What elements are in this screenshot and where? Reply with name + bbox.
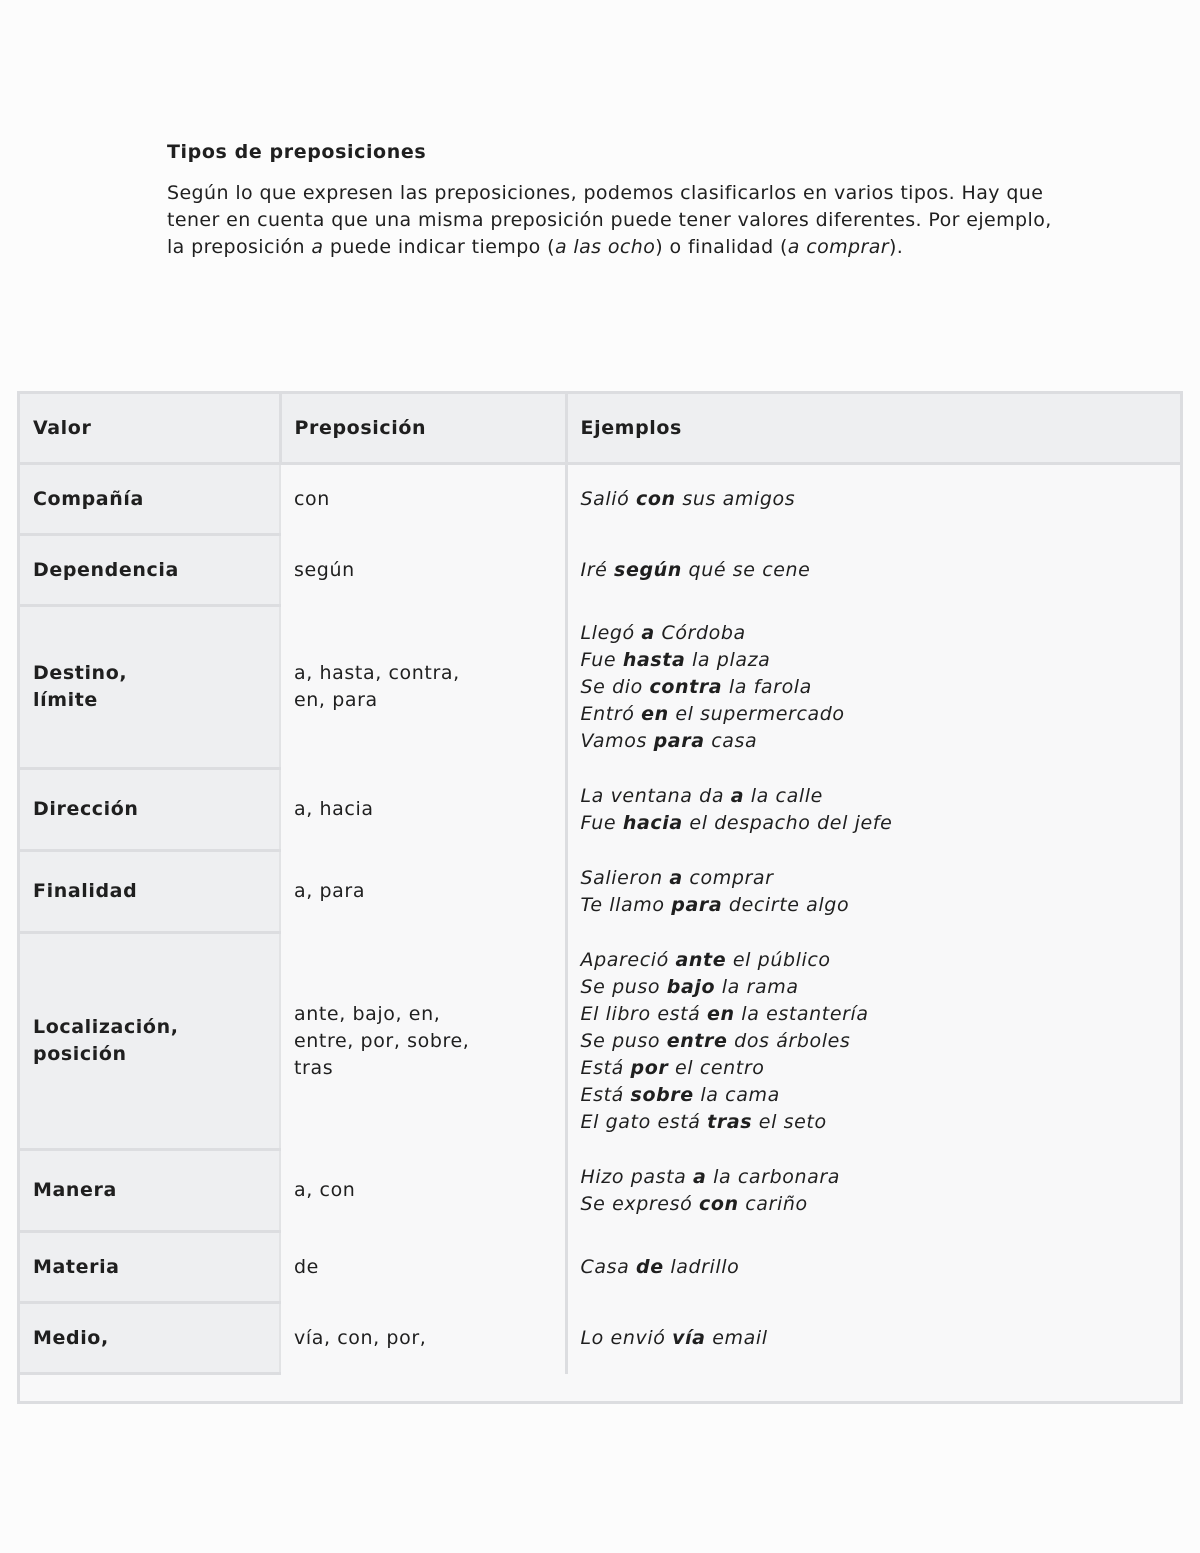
preposicion-line: entre, por, sobre, [294, 1029, 470, 1052]
example-text-before: Hizo pasta [580, 1165, 694, 1188]
preposicion-line: a, con [294, 1179, 356, 1201]
example-preposition: sobre [630, 1083, 694, 1106]
prepositions-table [20, 394, 1180, 1375]
header-valor: Valor [20, 394, 280, 464]
example-preposition: por [630, 1056, 669, 1079]
intro-text-1: Según lo que expresen las preposiciones, podemos clasificarlos en varios tipos. Hay que tener en cuenta que una misma preposición puede tener valores diferentes. Por ejemplo, la preposición [167, 182, 1052, 258]
example-sentence [581, 1028, 1169, 1055]
cell-preposicion [280, 1150, 566, 1232]
cell-preposicion [280, 933, 566, 1150]
example-preposition: hasta [622, 648, 686, 671]
cell-preposicion [280, 535, 566, 606]
example-text-before: Iré [580, 558, 615, 581]
cell-ejemplos [566, 933, 1180, 1150]
cell-valor [20, 535, 280, 606]
cell-valor [20, 1150, 280, 1232]
example-text-after: la calle [744, 784, 823, 807]
valor-line: límite [33, 689, 98, 711]
example-text-before: Salieron [580, 866, 670, 889]
example-sentence [581, 674, 1169, 701]
example-preposition: hacia [622, 811, 683, 834]
example-text-before: Entró [580, 702, 642, 725]
cell-ejemplos [566, 535, 1180, 606]
header-row [20, 394, 1180, 464]
cell-valor [20, 933, 280, 1150]
example-text-before: Llegó [580, 621, 642, 644]
example-sentence [581, 1109, 1169, 1136]
cell-valor [20, 464, 280, 535]
example-text-before: Fue [580, 811, 623, 834]
example-text-before: Lo envió [580, 1326, 673, 1349]
cell-ejemplos [566, 464, 1180, 535]
cell-ejemplos [566, 769, 1180, 851]
example-text-before: Te llamo [580, 893, 672, 916]
cell-preposicion [280, 769, 566, 851]
intro-paragraph [167, 180, 1067, 261]
cell-ejemplos [566, 1232, 1180, 1303]
preposicion-line: vía, con, por, [294, 1326, 427, 1349]
example-sentence [581, 1055, 1169, 1082]
preposicion-line: tras [294, 1056, 334, 1079]
cell-preposicion [280, 464, 566, 535]
header-ejemplos: Ejemplos [566, 394, 1180, 464]
example-text-after: comprar [682, 866, 774, 889]
example-sentence [581, 974, 1169, 1001]
valor-line: posición [33, 1043, 127, 1065]
example-preposition: bajo [666, 975, 716, 998]
example-preposition: a [693, 1165, 707, 1188]
intro-text-2: puede indicar tiempo ( [323, 236, 555, 258]
example-text-before: El gato está [580, 1110, 708, 1133]
example-text-before: Se puso [580, 1029, 667, 1052]
header-preposicion: Preposición [280, 394, 566, 464]
example-text-before: Se expresó [580, 1192, 699, 1215]
cell-preposicion [280, 1232, 566, 1303]
example-text-after: dos árboles [727, 1029, 851, 1052]
intro-text-3: ) o finalidad ( [655, 236, 788, 258]
preposicion-line: en, para [294, 689, 378, 711]
valor-line: Materia [33, 1255, 120, 1278]
example-sentence [581, 810, 1169, 837]
example-text-after: el centro [668, 1056, 765, 1079]
valor-line: Finalidad [33, 880, 138, 902]
table-row [20, 1150, 1180, 1232]
example-text-after: qué se cene [681, 558, 811, 581]
example-text-before: La ventana da [580, 784, 731, 807]
example-sentence [581, 783, 1169, 810]
example-preposition: con [698, 1192, 739, 1215]
example-sentence [581, 620, 1169, 647]
preposicion-line: con [294, 488, 330, 511]
table-row [20, 1232, 1180, 1303]
example-text-after: Córdoba [654, 621, 746, 644]
example-text-after: decirte algo [722, 893, 850, 916]
intro-section [167, 140, 1067, 261]
example-text-before: Salió [580, 488, 637, 511]
table-row [20, 1303, 1180, 1374]
valor-line: Dependencia [33, 558, 179, 581]
example-sentence [581, 1164, 1169, 1191]
example-text-after: la estantería [734, 1002, 869, 1025]
valor-line: Compañía [33, 487, 144, 510]
example-sentence [581, 1001, 1169, 1028]
example-text-after: el seto [752, 1110, 827, 1133]
example-text-before: Vamos [580, 729, 654, 752]
preposicion-line: según [294, 558, 355, 581]
table-body [20, 464, 1180, 1374]
example-preposition: para [653, 729, 705, 752]
cell-valor [20, 769, 280, 851]
preposicion-line: a, para [294, 880, 366, 902]
cell-preposicion [280, 1303, 566, 1374]
example-text-before: Fue [580, 648, 623, 671]
example-text-after: la carbonara [706, 1165, 840, 1188]
preposicion-line: a, hasta, contra, [294, 662, 460, 684]
example-preposition: ante [675, 948, 727, 971]
example-sentence [581, 486, 1169, 513]
example-text-after: casa [704, 729, 758, 752]
example-preposition: con [636, 488, 676, 511]
cell-ejemplos [566, 606, 1180, 769]
cell-valor [20, 1232, 280, 1303]
preposicion-line: a, hacia [294, 798, 374, 820]
cell-valor [20, 1303, 280, 1374]
example-sentence [581, 557, 1169, 584]
example-sentence [581, 1191, 1169, 1218]
cell-preposicion [280, 851, 566, 933]
table-row [20, 464, 1180, 535]
intro-example-preposition: a [311, 236, 324, 258]
example-sentence [581, 1325, 1169, 1352]
valor-line: Destino, [33, 662, 128, 684]
preposicion-line: ante, bajo, en, [294, 1002, 441, 1025]
intro-example-time: a las ocho [554, 236, 656, 258]
example-text-after: la plaza [685, 648, 771, 671]
example-text-before: Se dio [580, 675, 650, 698]
valor-line: Medio, [33, 1326, 109, 1349]
valor-line: Manera [33, 1179, 117, 1201]
cell-ejemplos [566, 1150, 1180, 1232]
example-sentence [581, 947, 1169, 974]
example-preposition: en [707, 1002, 735, 1025]
prepositions-table-container [17, 391, 1183, 1404]
example-text-before: El libro está [580, 1002, 708, 1025]
example-preposition: vía [672, 1326, 706, 1349]
cell-valor [20, 606, 280, 769]
table-row [20, 851, 1180, 933]
valor-line: Dirección [33, 798, 139, 820]
table-row [20, 606, 1180, 769]
cell-valor [20, 851, 280, 933]
example-sentence [581, 892, 1169, 919]
cell-ejemplos [566, 1303, 1180, 1374]
example-preposition: de [636, 1255, 664, 1278]
example-preposition: contra [649, 675, 723, 698]
intro-text-4: ). [888, 236, 904, 258]
example-text-after: email [705, 1326, 768, 1349]
table-row [20, 769, 1180, 851]
example-sentence [581, 728, 1169, 755]
example-sentence [581, 1082, 1169, 1109]
example-preposition: para [671, 893, 723, 916]
cell-ejemplos [566, 851, 1180, 933]
table-header [20, 394, 1180, 464]
example-text-after: el despacho del jefe [682, 811, 893, 834]
example-sentence [581, 1254, 1169, 1281]
example-text-after: cariño [738, 1192, 808, 1215]
example-text-before: Está [580, 1056, 631, 1079]
example-text-after: ladrillo [663, 1255, 740, 1278]
example-text-before: Casa [580, 1255, 636, 1278]
example-text-before: Apareció [580, 948, 676, 971]
example-preposition: según [614, 558, 682, 581]
example-text-before: Está [580, 1083, 631, 1106]
preposicion-line: de [294, 1255, 319, 1278]
example-sentence [581, 865, 1169, 892]
example-sentence [581, 647, 1169, 674]
example-preposition: a [669, 866, 683, 889]
example-text-after: el público [726, 948, 831, 971]
valor-line: Localización, [33, 1016, 179, 1038]
example-sentence [581, 701, 1169, 728]
table-row [20, 535, 1180, 606]
example-preposition: tras [707, 1110, 753, 1133]
example-text-after: sus amigos [675, 488, 796, 511]
example-text-before: Se puso [580, 975, 667, 998]
intro-example-purpose: a comprar [787, 236, 889, 258]
section-heading: Tipos de preposiciones [167, 141, 427, 163]
example-text-after: la cama [693, 1083, 780, 1106]
example-preposition: en [641, 702, 669, 725]
example-text-after: el supermercado [668, 702, 845, 725]
cell-preposicion [280, 606, 566, 769]
example-preposition: entre [666, 1029, 728, 1052]
example-text-after: la rama [715, 975, 799, 998]
example-preposition: a [641, 621, 655, 644]
table-row [20, 933, 1180, 1150]
example-preposition: a [730, 784, 745, 807]
example-text-after: la farola [722, 675, 812, 698]
